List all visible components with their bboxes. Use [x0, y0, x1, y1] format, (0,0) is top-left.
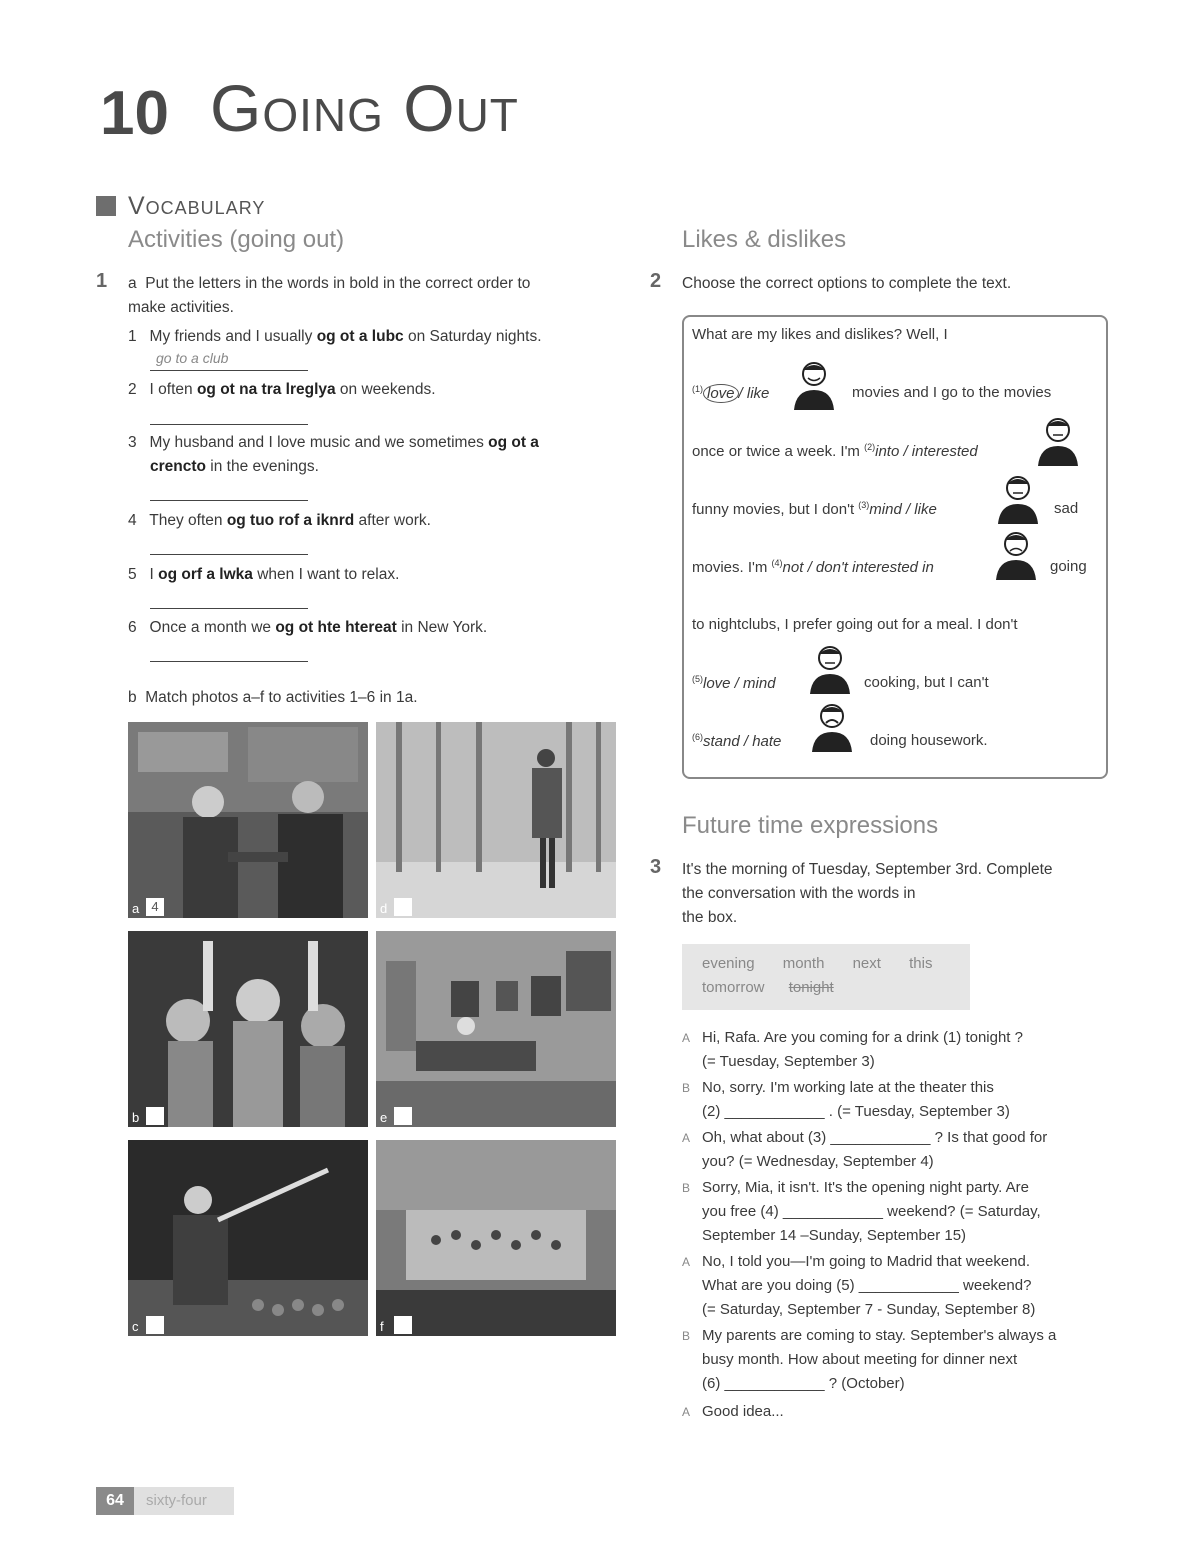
ex1-answer-line-1[interactable] — [150, 350, 308, 371]
photo-answer-box[interactable] — [146, 1107, 164, 1125]
item-bold: og ot a lubc — [316, 328, 404, 345]
dialogue-text: busy month. How about meeting for dinner next — [702, 1351, 1018, 1368]
item-text: My husband and I love music and we sometimes — [149, 434, 489, 451]
ex1-answer-line-3[interactable] — [150, 480, 308, 501]
ex1-number: 1 — [96, 270, 108, 292]
item-text: on Saturday nights. — [403, 328, 542, 345]
ex2-line-2-end: movies and I go to the movies — [852, 384, 1052, 401]
ex1-subtitle: Activities (going out) — [128, 226, 345, 253]
item-text: in the evenings. — [206, 458, 319, 475]
ex2-subtitle: Likes & dislikes — [682, 226, 847, 253]
ex2-line-7 — [692, 674, 776, 692]
dialogue-text: (6) ____________ ? (October) — [702, 1375, 905, 1392]
option-mind-like[interactable]: mind / like — [869, 501, 937, 518]
photo-label: b — [132, 1110, 140, 1125]
ex1a-letter: a — [128, 275, 137, 292]
ex2-number: 2 — [650, 270, 662, 292]
speaker-label: B — [682, 1081, 691, 1095]
word-box-row-2 — [702, 979, 834, 996]
ex1-answer-line-2[interactable] — [150, 404, 308, 425]
item-text: I often — [149, 381, 197, 398]
ex1b-letter: b — [128, 689, 137, 706]
option-stand-hate[interactable]: stand / hate — [703, 733, 782, 750]
option-not-dont[interactable]: not / don't interested in — [782, 559, 934, 576]
word-box — [682, 944, 970, 1010]
item-bold: crencto — [150, 458, 206, 475]
photo-b-club — [128, 931, 368, 1127]
dialogue-text: September 14 –Sunday, September 15) — [702, 1227, 967, 1244]
dialogue-text: No, I told you—I'm going to Madrid that weekend. — [702, 1253, 1031, 1270]
ex1-item-1 — [128, 325, 542, 349]
speaker-label: B — [682, 1329, 691, 1343]
word-month: month — [782, 955, 825, 972]
word-tonight-crossed: tonight — [788, 979, 834, 996]
dialogue-text: My parents are coming to stay. September's always a — [702, 1327, 1057, 1344]
dialogue-text: What are you doing (5) ____________ weekend? — [702, 1277, 1032, 1294]
ex2-instruction: Choose the correct options to complete the text. — [682, 275, 1012, 292]
gap-number: (6) — [692, 732, 703, 742]
photo-label: d — [380, 901, 388, 916]
photo-label: a — [132, 901, 140, 916]
dialogue-line-6 — [702, 1324, 1122, 1396]
item-number: 6 — [128, 619, 137, 636]
photo-label: f — [380, 1319, 384, 1334]
ex1-item-4 — [128, 509, 431, 533]
item-bold: og ot a — [488, 434, 539, 451]
dialogue-text: you free (4) ____________ weekend? (= Saturday, — [702, 1203, 1041, 1220]
dialogue-text: Good idea... — [702, 1403, 784, 1420]
word-tomorrow: tomorrow — [702, 979, 765, 996]
option-into-interested[interactable]: into / interested — [875, 443, 978, 460]
unit-title: Going Out — [210, 71, 519, 145]
item-bold: og ot hte htereat — [275, 619, 397, 636]
instruction-line: the box. — [682, 909, 738, 926]
ex1-item-3 — [128, 431, 598, 479]
dialogue-text: (= Saturday, September 7 - Sunday, September 8) — [702, 1301, 1036, 1318]
item-text: They often — [149, 512, 227, 529]
item-number: 1 — [128, 328, 137, 345]
dialogue-line-1 — [702, 1026, 1122, 1074]
face-sad-icon — [994, 530, 1038, 585]
gap-number: (2) — [864, 442, 876, 452]
item-text: on weekends. — [335, 381, 436, 398]
option-like[interactable]: / like — [738, 385, 770, 402]
item-number: 5 — [128, 566, 137, 583]
photo-e-gallery — [376, 931, 616, 1127]
photo-answer-box[interactable]: 4 — [146, 898, 164, 916]
speaker-label: A — [682, 1031, 691, 1045]
photo-f-theater — [376, 1140, 616, 1336]
ex1b-text: Match photos a–f to activities 1–6 in 1a. — [145, 689, 418, 706]
ex2-line-7-end: cooking, but I can't — [864, 674, 989, 691]
section-title: Vocabulary — [128, 192, 266, 220]
item-text: Once a month we — [149, 619, 276, 636]
line-text: movies. I'm — [692, 559, 768, 576]
gap-number: (3) — [858, 500, 870, 510]
item-number: 2 — [128, 381, 137, 398]
photo-c-concert — [128, 1140, 368, 1336]
ex1a-line1: Put the letters in the words in bold in the correct order to — [145, 275, 531, 292]
face-neutral-icon — [1036, 416, 1080, 471]
speaker-label: B — [682, 1181, 691, 1195]
ex2-line-8 — [692, 732, 781, 750]
item-number: 3 — [128, 434, 137, 451]
photo-answer-box[interactable] — [146, 1316, 164, 1334]
gap-number: (5) — [692, 674, 703, 684]
ex1-item-6 — [128, 616, 487, 640]
dialogue-line-5 — [702, 1250, 1122, 1322]
answer-text: go to a club — [156, 350, 229, 366]
dialogue-line-7 — [702, 1400, 1122, 1424]
ex2-line-6: to nightclubs, I prefer going out for a meal. I don't — [692, 616, 1018, 633]
dialogue-text: No, sorry. I'm working late at the theater this — [702, 1079, 994, 1096]
section-marker — [96, 196, 116, 216]
instruction-line: the conversation with the words in — [682, 885, 916, 902]
dialogue-text: (2) ____________ . (= Tuesday, September 3) — [702, 1103, 1010, 1120]
ex3-number: 3 — [650, 856, 662, 878]
photo-d-walk — [376, 722, 616, 918]
line-text: once or twice a week. I'm — [692, 443, 860, 460]
speaker-label: A — [682, 1131, 691, 1145]
speaker-label: A — [682, 1255, 691, 1269]
ex3-instruction — [682, 858, 1112, 930]
face-angry-icon — [810, 702, 854, 757]
photo-label: e — [380, 1110, 388, 1125]
ex1-item-2 — [128, 378, 436, 402]
ex1-answer-line-4[interactable] — [150, 534, 308, 555]
ex1-answer-line-5[interactable] — [150, 588, 308, 609]
dialogue-text: Hi, Rafa. Are you coming for a drink (1) tonight ? — [702, 1029, 1023, 1046]
ex1-item-5 — [128, 563, 399, 587]
instruction-line: It's the morning of Tuesday, September 3rd. Complete — [682, 861, 1053, 878]
word-next: next — [852, 955, 881, 972]
dialogue-text: (= Tuesday, September 3) — [702, 1053, 875, 1070]
ex3-subtitle: Future time expressions — [682, 812, 939, 839]
photo-answer-box[interactable] — [394, 1316, 412, 1334]
photo-answer-box[interactable] — [394, 898, 412, 916]
speaker-label: A — [682, 1405, 691, 1419]
ex1a-instruction — [128, 272, 628, 320]
page-number: 64 — [96, 1487, 134, 1515]
ex1b-instruction — [128, 686, 418, 710]
item-text: My friends and I usually — [149, 328, 317, 345]
item-text: after work. — [354, 512, 431, 529]
ex2-line-2 — [692, 384, 769, 402]
word-evening: evening — [702, 955, 755, 972]
face-neutral-icon — [996, 474, 1040, 529]
item-bold: og orf a lwka — [158, 566, 253, 583]
ex1a-line2: make activities. — [128, 299, 234, 316]
face-neutral-icon — [808, 644, 852, 699]
word-box-row-1 — [702, 955, 932, 972]
page-number-word: sixty-four — [146, 1492, 207, 1509]
ex2-line-3 — [692, 442, 978, 460]
ex2-line-4-end: sad — [1054, 500, 1079, 517]
option-love-circled[interactable]: love — [703, 384, 739, 403]
item-text: when I want to relax. — [252, 566, 400, 583]
unit-number: 10 — [100, 79, 169, 148]
dialogue-line-3 — [702, 1126, 1122, 1174]
dialogue-text: Oh, what about (3) ____________ ? Is that good for — [702, 1129, 1048, 1146]
item-text: I — [149, 566, 159, 583]
word-this: this — [909, 955, 933, 972]
dialogue-line-2 — [702, 1076, 1122, 1124]
ex2-line-1: What are my likes and dislikes? Well, I — [692, 326, 948, 343]
photo-answer-box[interactable] — [394, 1107, 412, 1125]
photo-label: c — [132, 1319, 139, 1334]
ex2-line-5-end: going — [1050, 558, 1087, 575]
ex1-answer-line-6[interactable] — [150, 641, 308, 662]
ex2-line-4 — [692, 500, 937, 518]
ex2-line-8-end: doing housework. — [870, 732, 988, 749]
gap-number: (4) — [771, 558, 783, 568]
dialogue-text: you? (= Wednesday, September 4) — [702, 1153, 934, 1170]
item-text: in New York. — [396, 619, 488, 636]
item-bold: og ot na tra lreglya — [196, 381, 336, 398]
line-text: funny movies, but I don't — [692, 501, 855, 518]
ex2-line-5 — [692, 558, 934, 576]
dialogue-line-4 — [702, 1176, 1122, 1248]
gap-number: (1) — [692, 384, 703, 394]
item-bold: og tuo rof a iknrd — [226, 512, 355, 529]
option-love-mind[interactable]: love / mind — [703, 675, 776, 692]
face-happy-icon — [792, 360, 836, 415]
dialogue-text: Sorry, Mia, it isn't. It's the opening night party. Are — [702, 1179, 1029, 1196]
item-number: 4 — [128, 512, 137, 529]
photo-a-bar-drinks — [128, 722, 368, 918]
